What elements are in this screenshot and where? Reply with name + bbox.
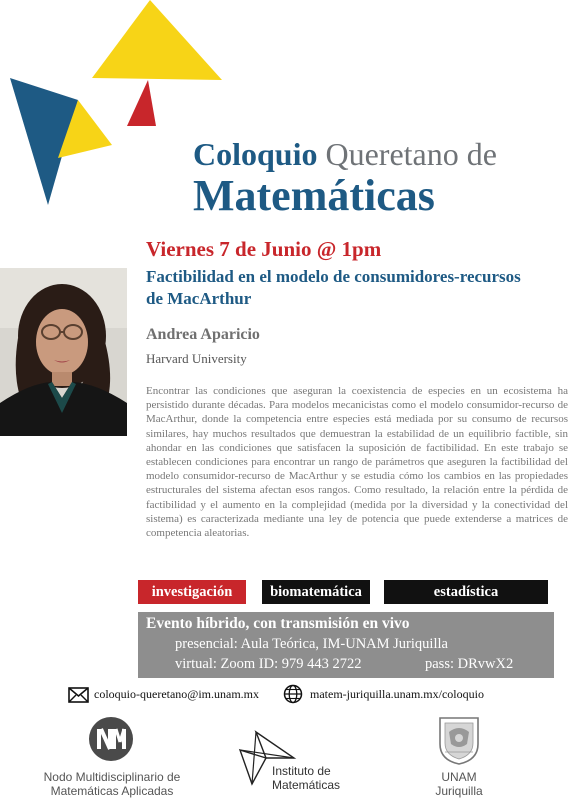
event-mode: Evento híbrido, con transmisión en vivo	[146, 615, 410, 632]
nodo-logo-icon	[88, 716, 134, 762]
talk-title: Factibilidad en el modelo de consumidores-recursos de MacArthur	[146, 267, 521, 308]
nodo-line1: Nodo Multidisciplinario de	[43, 770, 181, 784]
instituto-logo-text	[272, 764, 362, 792]
speaker-name: Andrea Aparicio	[146, 326, 260, 343]
title-bold-word: Coloquio	[193, 136, 318, 172]
talk-abstract: Encontrar las condiciones que aseguran la coexistencia de especies en un ecosistema ha persistido durante décadas. Para modelos mecanicistas como el modelo consumidor-recurso de MacArthur, donde la competencia entre especies está mediada por su consumo de recursos similares, hay muchos resultados que demuestran la estabilidad de un equilibrio factible, sin ahondar en las condiciones que satisfacen la suposición de factibilidad. En este trabajo se establecen condiciones para encontrar un rango de parámetros que aseguren la factibilidad del modelo consumidor-recurso de MacArthur y se estudia cómo los cambios en las propiedades estructurales del sistema afectan esos rangos. Como resultado, la relación entre la pérdida de factibilidad y el aumento en la complejidad (medida por la diversidad y la conectividad del sistema) es caracterizada mediante una ley de potencia que puede extenderse a matrices de competencia aleatorias.	[146, 385, 568, 540]
nodo-line2: Matemáticas Aplicadas	[50, 784, 174, 798]
instituto-line1: Instituto de	[272, 764, 331, 778]
event-zoom	[175, 656, 514, 673]
red-triangle	[127, 80, 156, 126]
speaker-institution: Harvard University	[146, 351, 247, 366]
instituto-line2: Matemáticas	[272, 778, 341, 792]
contact-website[interactable]: matem-juriquilla.unam.mx/coloquio	[310, 687, 484, 701]
email-icon	[68, 687, 89, 703]
title-light-words: Queretano de	[325, 136, 497, 172]
event-venue: presencial: Aula Teórica, IM-UNAM Juriquilla	[175, 636, 448, 652]
nodo-logo-text	[30, 770, 194, 798]
speaker-photo	[0, 268, 127, 436]
colloquium-title-main: Matemáticas	[193, 171, 435, 220]
event-date: Viernes 7 de Junio @ 1pm	[146, 237, 382, 261]
unam-line2: Juriquilla	[435, 784, 483, 798]
unam-logo-text	[414, 770, 504, 798]
colloquium-title	[193, 136, 497, 172]
yellow-triangle-top	[92, 0, 222, 80]
event-info-box	[138, 612, 554, 678]
tag-biomatematica: biomatemática	[262, 580, 370, 604]
tag-investigacion: investigación	[138, 580, 246, 604]
unam-line1: UNAM	[441, 770, 477, 784]
unam-logo-icon	[434, 714, 484, 766]
zoom-pass: pass: DRvwX2	[425, 656, 514, 672]
globe-icon	[283, 684, 303, 704]
contact-email[interactable]: coloquio-queretano@im.unam.mx	[94, 687, 260, 701]
zoom-id: virtual: Zoom ID: 979 443 2722	[175, 656, 362, 672]
tag-estadistica: estadística	[384, 580, 548, 604]
